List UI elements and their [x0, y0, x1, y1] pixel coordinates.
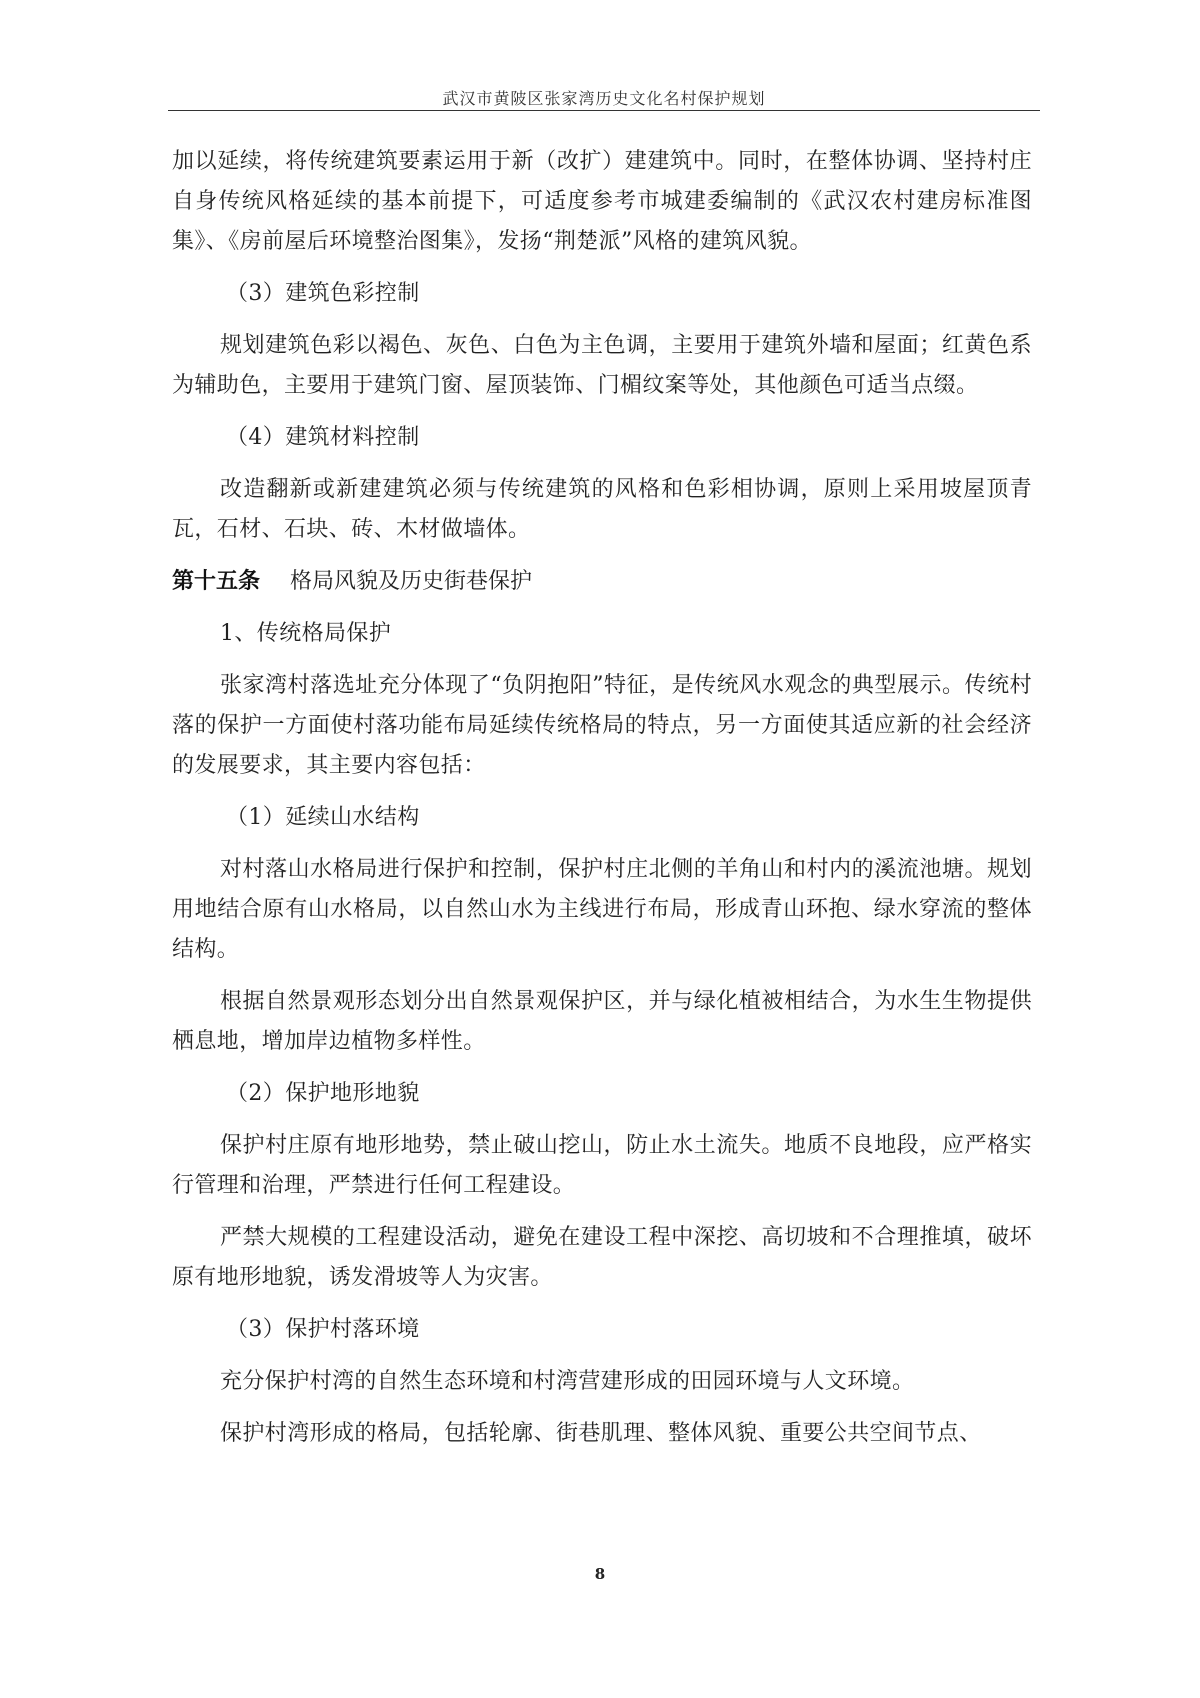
header-divider: [168, 110, 1040, 111]
paragraph-building-material: 改造翻新或新建建筑必须与传统建筑的风格和色彩相协调，原则上采用坡屋顶青瓦，石材、石块、砖、木材做墙体。: [172, 477, 1032, 542]
paragraph-village-environment-1: 充分保护村湾的自然生态环境和村湾营建形成的田园环境与人文环境。: [220, 1369, 915, 1394]
paragraph-terrain-protection-1: 保护村庄原有地形地势，禁止破山挖山，防止水土流失。地质不良地段，应严格实行管理和治理，严禁进行任何工程建设。: [172, 1133, 1032, 1198]
paragraph-traditional-layout: 张家湾村落选址充分体现了“负阴抱阳”特征，是传统风水观念的典型展示。传统村落的保护一方面使村落功能布局延续传统格局的特点，另一方面使其适应新的社会经济的发展要求，其主要内容包括：: [172, 673, 1032, 778]
document-body: [172, 142, 1032, 1466]
paragraph-landscape-structure-1: 对村落山水格局进行保护和控制，保护村庄北侧的羊角山和村内的溪流池塘。规划用地结合原有山水格局，以自然山水为主线进行布局，形成青山环抱、绿水穿流的整体结构。: [172, 857, 1032, 962]
paragraph-building-color: 规划建筑色彩以褐色、灰色、白色为主色调，主要用于建筑外墙和屋面；红黄色系为辅助色，主要用于建筑门窗、屋顶装饰、门楣纹案等处，其他颜色可适当点缀。: [172, 333, 1032, 398]
article-title: 格局风貌及历史街巷保护: [290, 569, 533, 594]
section-heading-traditional-layout: 1、传统格局保护: [220, 621, 392, 646]
paragraph-continuation: 加以延续，将传统建筑要素运用于新（改扩）建建筑中。同时，在整体协调、坚持村庄自身传统风格延续的基本前提下，可适度参考市城建委编制的《武汉农村建房标准图集》、《房前屋后环境整治图集》，发扬“荆楚派”风格的建筑风貌。: [172, 149, 1032, 254]
paragraph-landscape-structure-2: 根据自然景观形态划分出自然景观保护区，并与绿化植被相结合，为水生生物提供栖息地，增加岸边植物多样性。: [172, 989, 1032, 1054]
subheading-landscape-structure: （1）延续山水结构: [226, 805, 420, 830]
article-number: 第十五条: [172, 569, 261, 594]
paragraph-village-environment-2: 保护村湾形成的格局，包括轮廓、街巷肌理、整体风貌、重要公共空间节点、: [220, 1421, 982, 1446]
paragraph-terrain-protection-2: 严禁大规模的工程建设活动，避免在建设工程中深挖、高切坡和不合理推填，破坏原有地形地貌，诱发滑坡等人为灾害。: [172, 1225, 1032, 1290]
subheading-building-color: （3）建筑色彩控制: [226, 281, 420, 306]
subheading-terrain-protection: （2）保护地形地貌: [226, 1081, 420, 1106]
subheading-village-environment: （3）保护村落环境: [226, 1317, 420, 1342]
document-header-title: 武汉市黄陂区张家湾历史文化名村保护规划: [442, 89, 766, 108]
page-number: 8: [594, 1565, 606, 1583]
subheading-building-material: （4）建筑材料控制: [226, 425, 420, 450]
article-heading: [172, 562, 1032, 602]
